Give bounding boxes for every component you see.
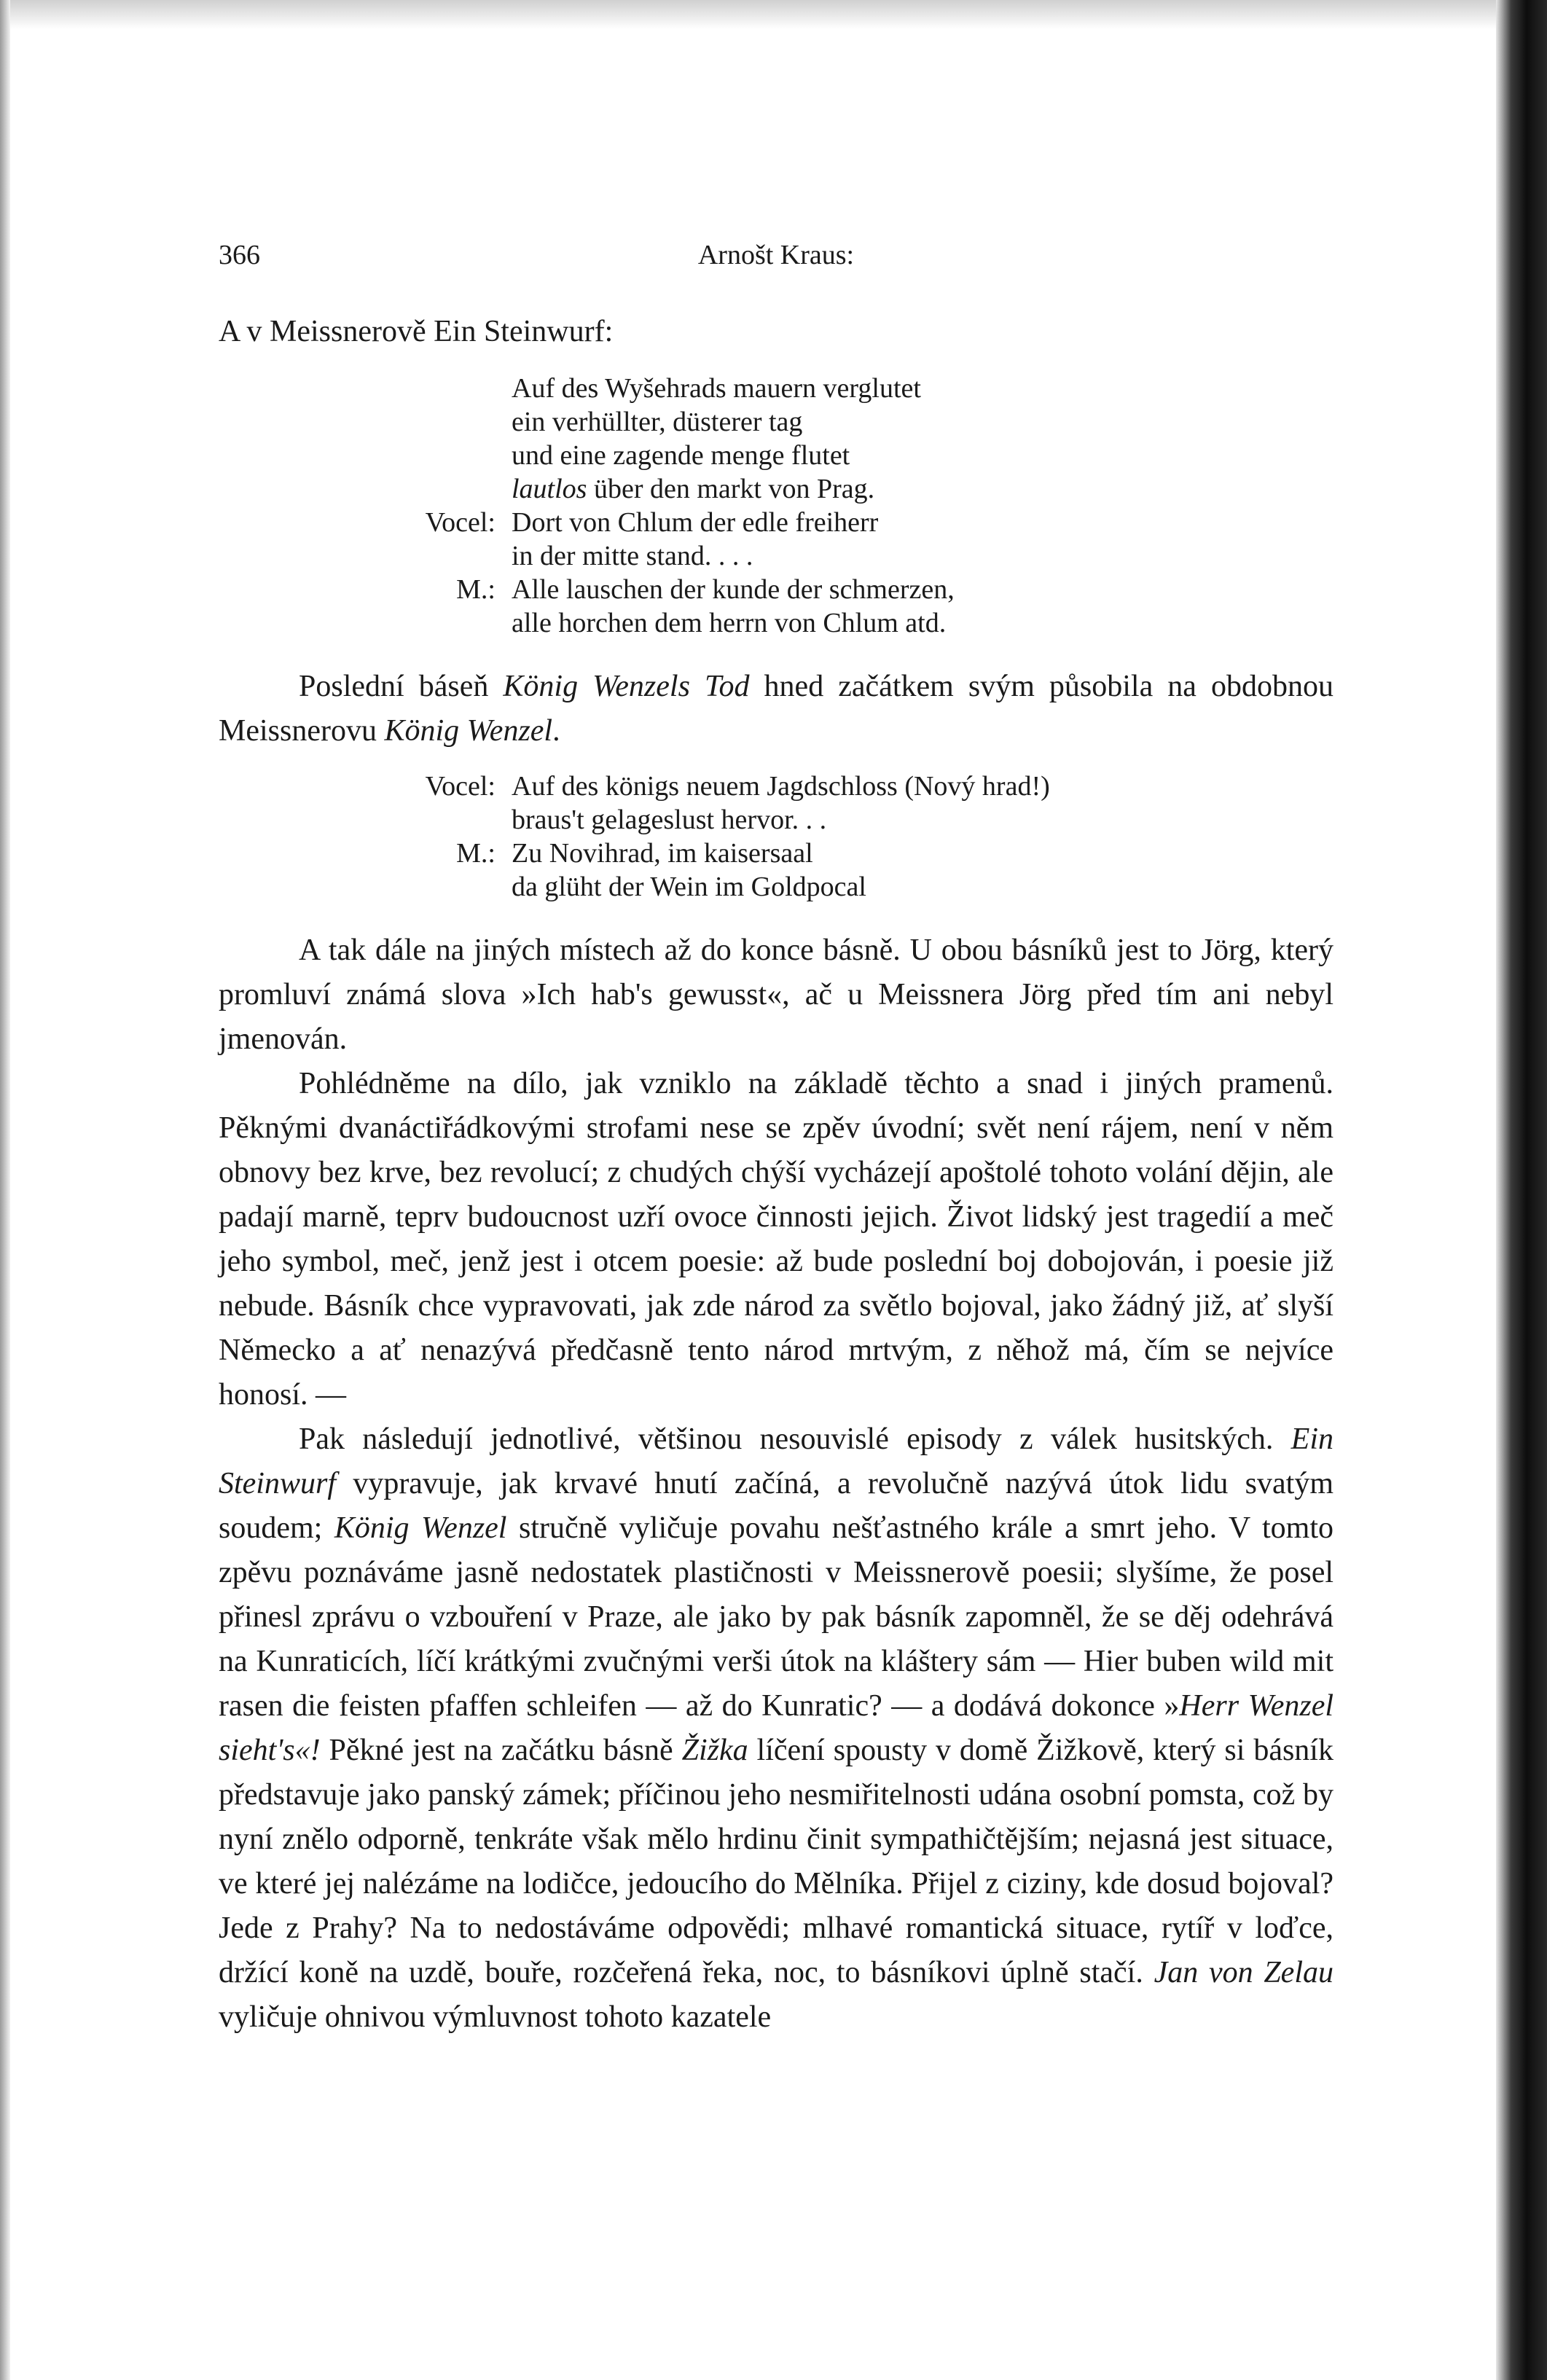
speaker-label: M.: [456,838,496,869]
verse-line: M.: Alle lauschen der kunde der schmerzen, [219,573,1333,606]
verse-intro: A v Meissnerově Ein Steinwurf: [219,315,614,348]
verse-line: Auf des Wyšehrads mauern verglutet [512,373,921,404]
verse-block-1 [219,372,1333,640]
verse-line: alle horchen dem herrn von Chlum atd. [512,608,947,638]
speaker-label: Vocel: [425,771,496,802]
verse-line: braus't gelageslust hervor. . . [512,805,827,835]
verse-line: M.: Zu Novihrad, im kaisersaal [219,837,1333,870]
speaker-label: Vocel: [425,507,496,538]
paragraph-2: A tak dále na jiných místech až do konce básně. U obou básníků jest to Jörg, který promluví známá slova »Ich hab's gewusst«, ač u Meissnera Jörg před tím ani nebyl jmenován. [219,933,1333,1056]
verse-line: lautlos über den markt von Prag. [512,474,875,504]
verse-line: ein verhüllter, düsterer tag [512,407,803,437]
scan-border-right [1496,0,1547,2380]
verse-line: und eine zagende menge flutet [512,440,850,471]
verse-line: Vocel: Dort von Chlum der edle freiherr [219,506,1333,539]
page-body [219,233,1333,2040]
verse-line: in der mitte stand. . . . [512,541,753,571]
verse-block-2 [219,770,1333,904]
verse-line: Vocel: Auf des königs neuem Jagdschloss (Nový hrad!) [219,770,1333,803]
paragraph-3: Pohlédněme na dílo, jak vzniklo na základě těchto a snad i jiných pramenů. Pěknými dvanáctiřádkovými strofami nese se zpěv úvodní; svět není rájem, není v něm obnovy bez krve, bez revolucí; z chudých chýší vycházejí apoštolé tohoto volání dějin, ale padají marně, teprv budoucnost uzří ovoce činnosti jejich. Život lidský jest tragedií a meč jeho symbol, meč, jenž jest i otcem poesie: až bude poslední boj dobojován, i poesie již nebude. Básník chce vypravovati, jak zde národ za světlo bojoval, jako žádný již, ať slyší Německo a ať nenazývá předčasně tento národ mrtvým, z něhož má, čím se nejvíce honosí. — [219,1067,1333,1412]
paragraph-1: Poslední báseň König Wenzels Tod hned začátkem svým působila na obdobnou Meissnerovu König Wenzel. [219,670,1333,748]
running-header [219,233,1333,278]
paragraph-4: Pak následují jednotlivé, většinou nesouvislé episody z válek husitských. Ein Steinwurf vypravuje, jak krvavé hnutí začíná, a revolučně nazývá útok lidu svatým soudem; König Wenzel stručně vyličuje povahu nešťastného krále a smrt jeho. V tomto zpěvu poznáváme jasně nedostatek plastičnosti v Meissnerově poesii; slyšíme, že posel přinesl zprávu o vzbouření v Praze, ale jako by pak básník zapomněl, že se děj odehrává na Kunraticích, líčí krátkými zvučnými verši útok na kláštery sám — Hier buben wild mit rasen die feisten pfaffen schleifen — až do Kunratic? — a dodává dokonce »Herr Wenzel sieht's«! Pěkné jest na začátku básně Žižka líčení spousty v domě Žižkově, který si básník představuje jako panský zámek; příčinou jeho nesmiřitelnosti udána osobní pomsta, což by nyní znělo odporně, tenkráte však mělo hrdinu činit sympathičtějším; nejasná jest situace, ve které jej nalézáme na lodičce, jedoucího do Mělníka. Přijel z ciziny, kde dosud bojoval? Jede z Prahy? Na to nedostáváme odpovědi; mlhavé romantická situace, rytíř v loďce, držící koně na uzdě, bouře, rozčeřená řeka, noc, to básníkovi úplně stačí. Jan von Zelau vyličuje ohnivou výmluvnost tohoto kazatele [219,1422,1334,2034]
scan-shadow-left [0,0,10,2380]
speaker-label: M.: [456,574,496,605]
scan-shadow-top [0,0,1501,29]
running-title: Arnošt Kraus: [697,240,855,270]
verse-line: da glüht der Wein im Goldpocal [512,872,866,902]
page-number: 366 [219,240,260,270]
